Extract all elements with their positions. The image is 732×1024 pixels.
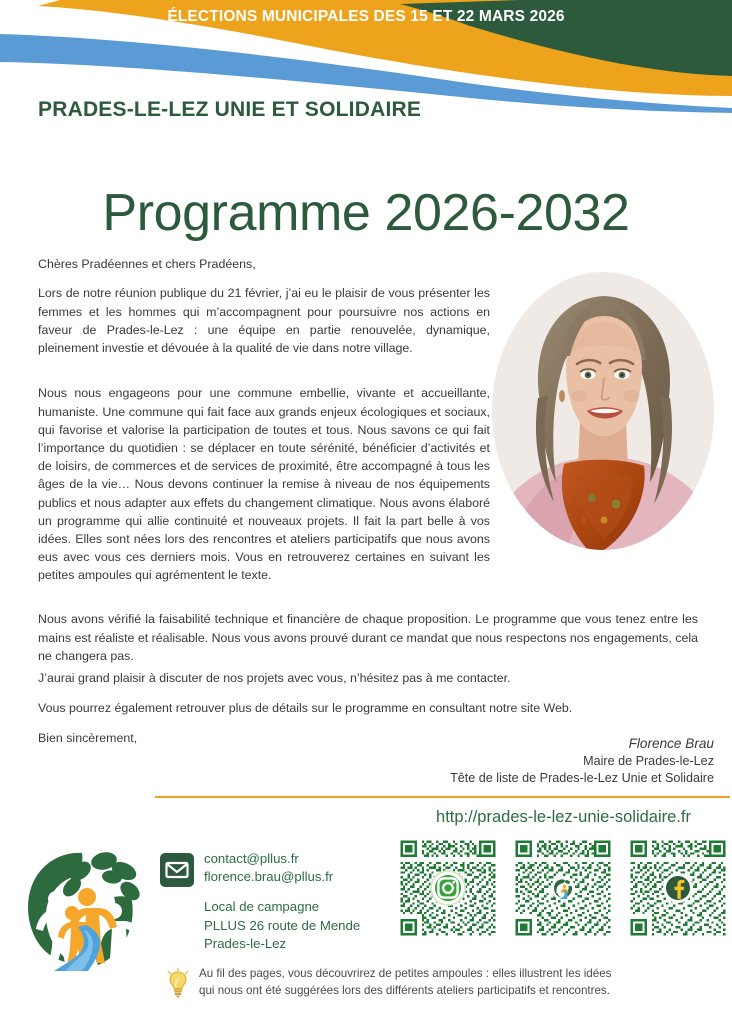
address-line-2: PLLUS 26 route de Mende (204, 917, 361, 933)
qr-code-row (398, 838, 728, 938)
lightbulb-glyph (163, 968, 193, 1000)
qr-code-facebook[interactable] (628, 838, 728, 938)
logo-small-icon (551, 838, 575, 938)
footnote-line-1: Au fil des pages, vous découvrirez de petites ampoules : elles illustrent les idées (199, 967, 612, 980)
contact-address (204, 898, 360, 954)
letter-paragraph-1: Lors de notre réunion publique du 21 février, j’ai eu le plaisir de vous présenter les femmes et les hommes qui m’accompagnent pour poursuivre nos actions en faveur de Prades-le-Lez : une équipe en partie renouvelée, dynamique, pleinement investie et dévouée à la qualité de vie dans notre village. (38, 286, 490, 355)
website-url[interactable]: http://prades-le-lez-unie-solidaire.fr (436, 808, 691, 826)
letter-paragraph-4: J’aurai grand plaisir à discuter de nos projets avec vous, n’hésitez pas à me contacter. (38, 671, 511, 686)
portrait-image (492, 272, 714, 550)
letter-greeting: Chères Pradéennes et chers Pradéens, (38, 257, 256, 272)
qr-code-instagram[interactable] (398, 838, 498, 938)
portrait-florence-brau (492, 272, 714, 550)
letter-paragraph-3: Nous avons vérifié la faisabilité technique et financière de chaque proposition. Le programme que vous tenez entre les mains est réaliste et réalisable. Nous vous avons prouvé durant ce mandat que nous respectons nos engagements, cela ne changera pas. (38, 612, 698, 663)
footnote-line-2: qui nous ont été suggérées lors des différents ateliers participatifs et rencontres. (199, 983, 610, 997)
lightbulb-icon (163, 968, 193, 1000)
footnote-text (199, 966, 719, 999)
address-line-1: Local de campagne (204, 899, 320, 914)
list-name-heading: PRADES-LE-LEZ UNIE ET SOLIDAIRE (38, 98, 422, 121)
address-line-3: Prades-le-Lez (204, 936, 287, 951)
letter-paragraph-5: Vous pourrez également retrouver plus de détails sur le programme en consultant notre site Web. (38, 701, 573, 716)
qr-badge-instagram (432, 872, 464, 904)
envelope-icon (160, 853, 194, 887)
contact-email-general[interactable]: contact@pllus.fr (204, 851, 299, 866)
page-title: Programme 2026-2032 (102, 183, 630, 242)
qr-badge-website (551, 876, 575, 900)
qr-code-website[interactable] (513, 838, 613, 938)
instagram-icon (435, 838, 461, 938)
logo-mark (12, 843, 148, 971)
letter-closing: Bien sincèrement, (38, 731, 138, 746)
signature-role: Maire de Prades-le-Lez (583, 753, 714, 768)
envelope-glyph (160, 853, 194, 887)
election-banner-title: ÉLECTIONS MUNICIPALES DES 15 ET 22 MARS 2026 (167, 8, 565, 25)
facebook-icon (666, 838, 690, 938)
signature-list-role: Tête de liste de Prades-le-Lez Unie et Solidaire (450, 771, 714, 785)
contact-email-candidate[interactable]: florence.brau@pllus.fr (204, 868, 334, 884)
qr-badge-facebook (663, 873, 693, 903)
signature-name: Florence Brau (628, 736, 714, 751)
letter-paragraph-2: Nous nous engageons pour une commune embellie, vivante et accueillante, humaniste. Une commune qui fait face aux grands enjeux écologiques et sociaux, qui favorise et valorise la participation de toutes et tous. Nous savons ce qui fait l’importance du quotidien : se déplacer en toute sérénité, bénéficier d’activités et de loisirs, de commerces et de services de proximité, être accompagné à tous les âges de la vie… Nous devons continuer la remise à niveau de nos équipements publics et nous adapter aux effets du changement climatique. Nous avons élaboré un programme qui allie continuité et nouveaux projets. Il fait la part belle à vos idées. Elles sont nées lors des rencontres et ateliers participatifs que nous avons eus avec vous ces derniers mois. Vous en retrouverez certaines en suivant les petites ampoules qui agrémentent le texte. (38, 386, 490, 583)
contact-emails (204, 850, 333, 885)
organisation-logo (12, 843, 148, 971)
signature-block (284, 735, 714, 788)
footer-separator (155, 796, 730, 798)
